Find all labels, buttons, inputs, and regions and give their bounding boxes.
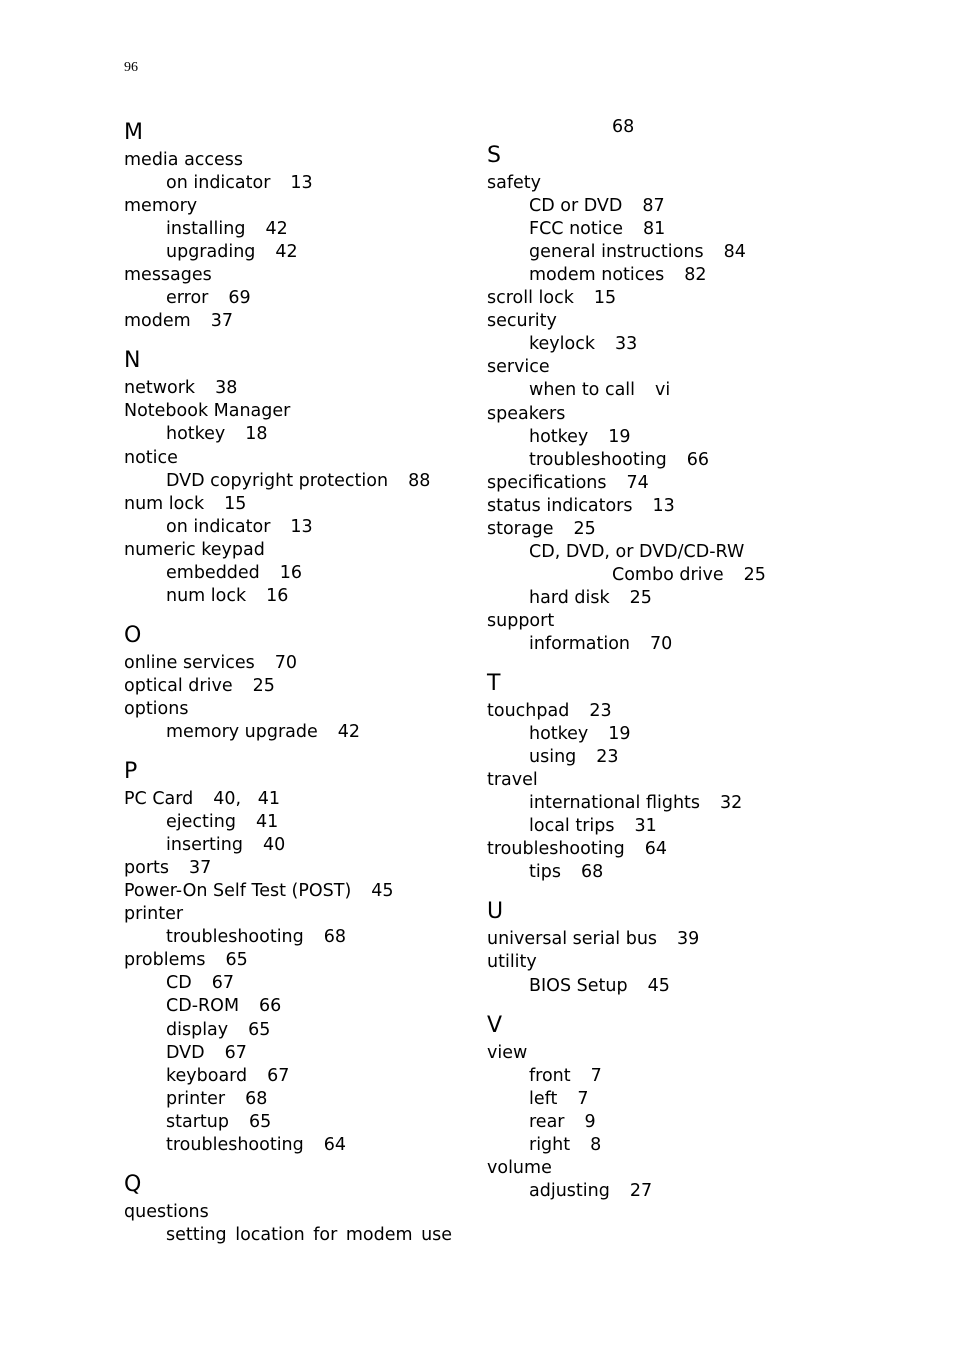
index-subentry [487,541,787,564]
index-term: troubleshooting [166,1134,304,1155]
page-reference: 32 [720,793,743,814]
index-entry [124,400,464,423]
page-reference: 15 [224,493,247,514]
index-entry [124,675,464,698]
index-term: problems [124,950,206,971]
index-term: notice [124,447,178,468]
page-number: 96 [124,60,138,75]
index-term: front [529,1065,571,1086]
page-reference: 25 [252,675,275,696]
index-term: on indicator [166,173,271,194]
index-subentry [124,1224,464,1247]
index-term: local trips [529,816,615,837]
page-reference: 88 [408,470,431,491]
index-term: Combo drive [612,564,724,585]
page-reference: 38 [215,378,238,399]
page-reference: 84 [723,242,746,263]
index-term: startup [166,1111,229,1132]
index-term: tips [529,862,561,883]
index-term: optical drive [124,675,233,696]
page-reference: 45 [371,881,394,902]
index-term: questions [124,1201,209,1222]
index-term: memory [124,196,198,217]
index-term: online services [124,652,255,673]
section-spacer [124,608,464,619]
index-entry [487,1157,787,1180]
index-entry [487,472,787,495]
index-term: num lock [166,585,247,606]
index-term: FCC notice [529,219,623,240]
page-reference: 68 [580,862,604,883]
index-subentry [487,1088,787,1111]
index-subentry [124,811,464,834]
index-entry [124,447,464,470]
index-subentry [487,746,787,769]
index-term: hotkey [166,424,226,445]
index-term: service [487,357,550,378]
page-reference: 42 [275,242,298,263]
index-subentry [487,426,787,449]
index-term: troubleshooting [529,449,667,470]
index-term: keyboard [166,1065,248,1086]
section-spacer [124,1157,464,1168]
index-term: view [487,1042,528,1063]
index-term: media access [124,150,244,170]
index-subentry [487,723,787,746]
page-reference: 8 [590,1134,602,1155]
page-reference: 65 [248,1111,272,1132]
page-reference: 68 [612,117,635,137]
index-continuation [487,116,787,139]
index-entry [124,377,464,400]
index-entry [487,610,787,633]
index-term: modem [124,311,191,332]
index-term: CD [166,973,192,994]
page-reference: 82 [684,265,707,286]
page-reference: 37 [210,311,233,332]
page-reference: 27 [629,1180,653,1201]
index-subentry [124,218,464,241]
section-letter: M [124,120,143,145]
index-term: speakers [487,403,566,424]
page-reference: 81 [642,219,666,240]
page-reference: 37 [189,858,212,879]
index-entry [124,652,464,675]
index-subentry [487,333,787,356]
index-entry [487,403,787,426]
index-term: PC Card [124,789,194,810]
section-letter: S [487,143,501,169]
index-subentry [124,241,464,264]
index-term: CD-ROM [166,996,240,1017]
index-term: on indicator [166,516,271,537]
page-reference: 66 [259,996,282,1017]
index-term: network [124,378,196,399]
index-subentry [124,287,464,310]
section-letter: O [124,622,142,648]
page-reference: 70 [274,652,298,673]
index-entry [487,287,787,310]
index-term: information [529,633,631,654]
index-subentry [487,218,787,241]
index-entry [124,857,464,880]
index-entry [487,838,787,861]
index-term: troubleshooting [487,839,625,860]
index-subentry [124,470,464,493]
index-subentry [487,379,787,402]
index-term: Notebook Manager [124,401,291,422]
page-reference: 19 [608,724,631,745]
index-term: utility [487,952,537,973]
index-term: numeric keypad [124,539,265,560]
index-subentry [124,1042,464,1065]
index-term: setting location for modem use [166,1224,453,1245]
index-term: memory upgrade [166,721,318,742]
index-entry [487,356,787,379]
section-spacer [124,333,464,344]
index-subentry [124,721,464,744]
index-term: options [124,698,189,719]
index-term: volume [487,1157,552,1178]
index-entry [124,264,464,287]
index-subentry [487,195,787,218]
index-subentry [124,1019,464,1042]
page-reference: 19 [608,426,631,447]
section-spacer [487,656,787,667]
index-term: security [487,311,557,332]
index-subentry [124,1111,464,1134]
page-reference: 42 [337,721,361,742]
index-term: touchpad [487,701,570,722]
page-reference: 70 [650,633,673,654]
index-subentry [487,861,787,884]
page-reference: 25 [629,587,652,608]
index-subentry [124,1134,464,1157]
page-reference: 25 [573,518,596,539]
index-entry [487,1042,787,1065]
page-reference: 33 [614,334,638,355]
index-term: inserting [166,835,243,856]
index-subentry [124,995,464,1018]
index-subentry [124,562,464,585]
index-term: ejecting [166,812,236,833]
index-entry [124,880,464,903]
index-term: num lock [124,493,205,514]
index-term: CD, DVD, or DVD/CD-RW [529,541,745,562]
page-reference: 16 [266,585,289,606]
index-term: printer [124,904,184,925]
index-entry [124,149,464,172]
index-term: when to call [529,380,636,401]
index-subentry [124,926,464,949]
page-reference: 15 [593,288,617,309]
index-entry [124,195,464,218]
index-term: keylock [529,334,595,355]
index-entry [487,928,787,951]
page-reference: vi [655,380,671,401]
index-subentry [124,585,464,608]
index-term: installing [166,219,246,240]
index-term: error [166,288,209,309]
index-entry [487,518,787,541]
page-reference: 42 [265,219,288,240]
index-entry [124,788,464,811]
page-reference: 31 [634,816,657,837]
index-term: rear [529,1111,565,1132]
index-term: hard disk [529,587,610,608]
index-subentry [124,972,464,995]
index-term: storage [487,518,554,539]
index-subentry [487,975,787,998]
index-term: Power-On Self Test (POST) [124,881,352,902]
page-reference: 68 [323,927,347,948]
index-term: support [487,610,555,631]
index-subentry [487,1134,787,1157]
page-reference: 68 [245,1088,268,1109]
section-spacer [487,998,787,1009]
section-letter: T [487,671,501,697]
index-term: modem notices [529,265,665,286]
page-reference: 25 [743,564,766,585]
index-subentry [487,1180,787,1203]
index-term: troubleshooting [166,927,304,948]
page-reference: 64 [323,1134,347,1155]
index-subentry [487,587,787,610]
index-term: hotkey [529,426,589,447]
index-term: printer [166,1088,226,1109]
section-spacer [487,884,787,895]
index-subentry [124,1065,464,1088]
page-reference: 67 [211,973,234,994]
index-term: ports [124,858,169,879]
index-entry [487,700,787,723]
index-entry [487,769,787,792]
page-reference: 39 [677,929,700,950]
page-reference: 66 [686,449,710,470]
index-entry [124,310,464,333]
index-column-left [124,116,464,1247]
index-term: left [529,1088,558,1109]
index-term: status indicators [487,495,633,516]
page-reference: 13 [652,495,675,516]
index-term: universal serial bus [487,929,658,950]
section-letter: N [124,348,141,374]
index-subentry [124,516,464,539]
page-reference: 45 [647,975,670,996]
index-column-right [487,116,787,1203]
index-term: messages [124,265,212,286]
index-term: BIOS Setup [529,975,628,996]
index-entry [487,310,787,333]
index-subentry [487,1065,787,1088]
section-spacer [124,744,464,755]
section-letter: U [487,899,504,925]
index-subentry [124,834,464,857]
page-reference: 69 [228,288,251,309]
index-entry [124,903,464,926]
index-term: adjusting [529,1180,610,1201]
page-reference: 65 [225,950,248,971]
page-reference: 7 [577,1088,589,1109]
index-term: hotkey [529,724,589,745]
page-reference: 16 [279,562,303,583]
index-entry [124,949,464,972]
page-reference: 18 [245,424,268,445]
section-letter: P [124,759,138,785]
page-reference: 67 [224,1042,247,1063]
index-entry [124,1201,464,1224]
index-entry [124,539,464,562]
page-reference: 64 [644,839,668,860]
index-subentry [487,449,787,472]
index-term: upgrading [166,242,256,263]
page-reference: 13 [290,516,313,537]
index-subentry [487,241,787,264]
index-entry [487,495,787,518]
page-reference: 41 [255,812,279,833]
index-entry [487,951,787,974]
page-reference: 40 [262,835,286,856]
index-term: embedded [166,562,260,583]
page-reference: 23 [596,747,619,768]
index-term: scroll lock [487,288,574,309]
index-term: general instructions [529,242,704,263]
section-letter: V [487,1012,503,1038]
index-subentry [487,1111,787,1134]
page-reference: 67 [267,1065,290,1086]
page-reference: 40, 41 [213,789,281,810]
index-subentry [124,1088,464,1111]
index-term: international flights [529,793,701,814]
index-term: DVD copyright protection [166,470,389,491]
page-reference: 65 [248,1019,271,1040]
index-term: safety [487,173,541,194]
index-term: DVD [166,1042,205,1063]
page-reference: 23 [589,701,612,722]
section-letter: Q [124,1171,142,1197]
index-entry [124,698,464,721]
index-entry [124,493,464,516]
page-reference: 13 [290,173,313,194]
index-subentry [487,633,787,656]
index-continuation [487,564,787,587]
index-term: using [529,747,577,768]
index-term: travel [487,770,538,791]
page-reference: 74 [626,472,649,493]
index-subentry [124,423,464,446]
index-subentry [487,264,787,287]
index-term: display [166,1019,229,1040]
page-reference: 7 [590,1065,602,1086]
index-subentry [487,815,787,838]
index-term: specifications [487,472,607,493]
index-subentry [487,792,787,815]
page-reference: 87 [642,196,665,217]
index-entry [487,172,787,195]
page-reference: 9 [584,1111,596,1132]
index-term: CD or DVD [529,196,623,217]
index-term: right [529,1134,571,1155]
index-subentry [124,172,464,195]
